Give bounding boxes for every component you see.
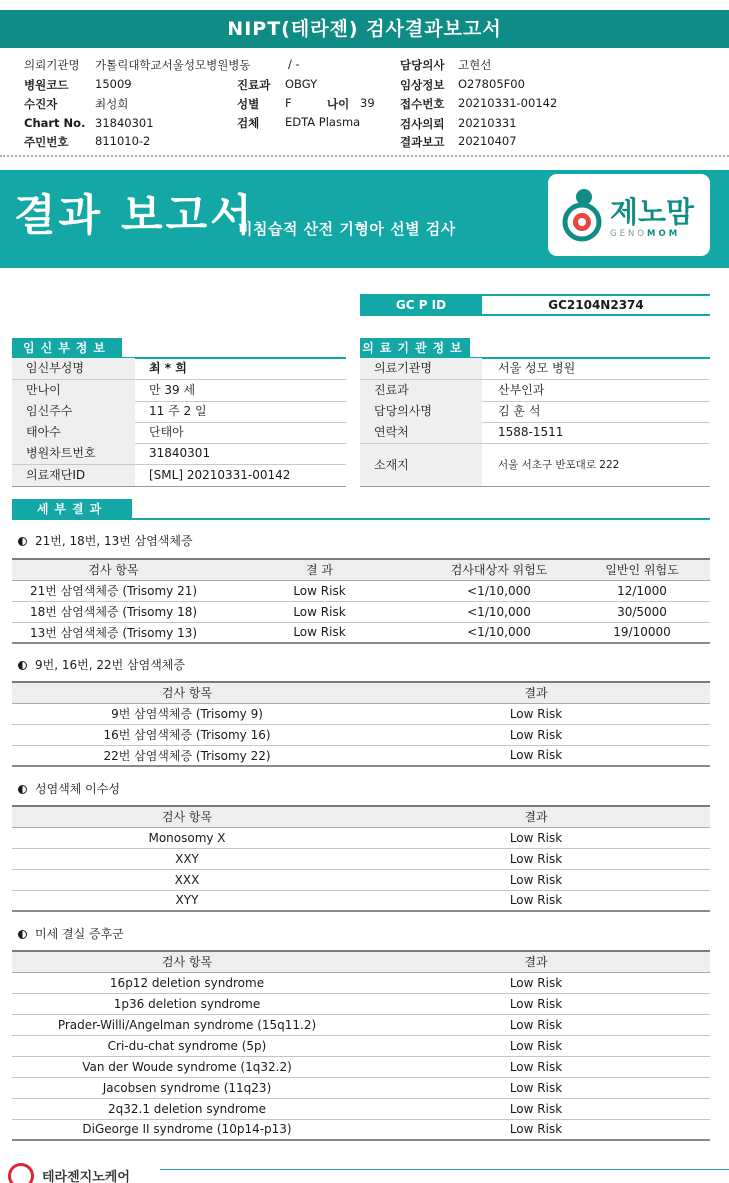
pregnant-value-fetus: 단태아	[149, 425, 184, 439]
pregnant-value-name: 최 * 희	[149, 361, 187, 375]
hospital-row-doctor	[360, 401, 710, 422]
pregnant-row-chart	[12, 443, 346, 464]
pregnant-row-weeks	[12, 401, 346, 422]
logo-english-geno: GENO	[610, 229, 648, 239]
header-collector-value: 최성희	[95, 97, 129, 111]
section4-cell: 16p12 deletion syndrome	[12, 972, 362, 993]
table-row	[12, 1077, 710, 1098]
header-report-date-value: 20210407	[458, 134, 517, 148]
table-row	[12, 1098, 710, 1119]
section4-cell: Low Risk	[362, 1014, 710, 1035]
section3-col-result: 결과	[362, 806, 710, 827]
section3-cell: Low Risk	[362, 848, 710, 869]
hospital-value-doctor: 김 훈 석	[498, 404, 541, 418]
section3-table	[12, 805, 710, 912]
table-row	[12, 1119, 710, 1140]
header-clinical-info-label: 임상정보	[400, 78, 445, 92]
hospital-row-name	[360, 358, 710, 379]
table-row	[12, 745, 710, 766]
table-row	[12, 1014, 710, 1035]
pregnant-value-foundation-id: [SML] 20210331-00142	[149, 468, 291, 482]
gc-pid-value: GC2104N2374	[482, 294, 710, 316]
result-banner	[0, 170, 729, 268]
section4-table	[12, 950, 710, 1141]
hospital-value-contact: 1588-1511	[498, 425, 564, 439]
header-institution-value: 가톨릭대학교서울성모병원병동	[95, 58, 251, 72]
pregnant-value-chart: 31840301	[149, 446, 211, 460]
logo-korean-text: 제노맘	[610, 195, 695, 229]
section2-cell: 16번 삼염색체증 (Trisomy 16)	[12, 724, 362, 745]
header-chart-no-label: Chart No.	[24, 116, 86, 130]
section1-cell: 18번 삼염색체증 (Trisomy 18)	[12, 601, 215, 622]
pregnant-value-age: 만 39 세	[149, 383, 196, 397]
section2-title-text: 9번, 16번, 22번 삼염색체증	[35, 658, 185, 672]
hospital-label-contact: 연락처	[360, 422, 482, 443]
pregnant-label-fetus: 태아수	[12, 422, 135, 443]
section4-cell: Low Risk	[362, 1119, 710, 1140]
section2-col-item: 검사 항목	[12, 682, 362, 703]
pregnant-label-foundation-id: 의료재단ID	[12, 465, 135, 486]
header-sex-label: 성별	[237, 97, 260, 111]
hospital-label-doctor: 담당의사명	[360, 401, 482, 422]
section4-title	[18, 925, 124, 942]
section4-cell: Low Risk	[362, 972, 710, 993]
section4-cell: Low Risk	[362, 993, 710, 1014]
header-age-value: 39	[360, 96, 375, 110]
header-doctor-label: 담당의사	[400, 58, 445, 72]
header-separator	[0, 155, 729, 157]
section2-cell: 22번 삼염색체증 (Trisomy 22)	[12, 745, 362, 766]
footer-company-name: 테라젠지노케어	[42, 1170, 130, 1183]
section4-cell: 1p36 deletion syndrome	[12, 993, 362, 1014]
section1-cell: <1/10,000	[424, 601, 574, 622]
section4-cell: Low Risk	[362, 1077, 710, 1098]
section1-cell: 21번 삼염색체증 (Trisomy 21)	[12, 580, 215, 601]
section4-cell: Cri-du-chat syndrome (5p)	[12, 1035, 362, 1056]
section1-cell: 30/5000	[574, 601, 710, 622]
header-resident-no-label: 주민번호	[24, 135, 69, 149]
section3-title	[18, 780, 120, 797]
table-row	[12, 827, 710, 848]
section1-cell: Low Risk	[215, 580, 424, 601]
header-age-label: 나이	[327, 97, 350, 111]
section3-col-item: 검사 항목	[12, 806, 362, 827]
table-row	[12, 622, 710, 643]
hospital-info-title: 의료기관정보	[360, 338, 470, 358]
footer-logo-icon	[8, 1163, 34, 1183]
header-clinical-info-value: O27805F00	[458, 77, 525, 91]
table-header-row	[12, 951, 710, 972]
genomom-mother-icon	[560, 186, 606, 242]
table-row	[12, 848, 710, 869]
section3-cell: Low Risk	[362, 827, 710, 848]
section1-cell: Low Risk	[215, 601, 424, 622]
table-row	[12, 703, 710, 724]
header-sex-value: F	[285, 96, 292, 110]
section4-cell: Low Risk	[362, 1098, 710, 1119]
header-ward-value: / -	[288, 57, 300, 71]
header-request-date-value: 20210331	[458, 116, 517, 130]
table-header-row	[12, 559, 710, 580]
section2-table	[12, 681, 710, 767]
section4-col-result: 결과	[362, 951, 710, 972]
header-receipt-no-value: 20210331-00142	[458, 96, 558, 110]
header-hospital-code-value: 15009	[95, 77, 132, 91]
header-collector-label: 수진자	[24, 97, 58, 111]
table-row	[12, 972, 710, 993]
half-circle-icon	[18, 930, 27, 939]
section1-cell: <1/10,000	[424, 580, 574, 601]
section1-col-item: 검사 항목	[12, 559, 215, 580]
section2-title	[18, 656, 185, 673]
hospital-value-address: 서울 서초구 반포대로 222	[498, 459, 620, 471]
pregnant-label-name: 임신부성명	[12, 358, 135, 379]
section2-cell: Low Risk	[362, 703, 710, 724]
pregnant-label-age: 만나이	[12, 380, 135, 401]
hospital-row-department	[360, 380, 710, 401]
pregnant-row-name	[12, 358, 346, 379]
section1-col-result: 결 과	[215, 559, 424, 580]
section2-cell: Low Risk	[362, 745, 710, 766]
header-receipt-no-label: 접수번호	[400, 97, 445, 111]
pregnant-row-foundation-id	[12, 465, 346, 486]
section3-cell: Low Risk	[362, 890, 710, 911]
table-row	[12, 869, 710, 890]
hospital-value-department: 산부인과	[498, 383, 545, 397]
half-circle-icon	[18, 661, 27, 670]
table-header-row	[12, 682, 710, 703]
genomom-logo	[548, 174, 710, 256]
section1-cell: 12/1000	[574, 580, 710, 601]
hospital-value-name: 서울 성모 병원	[498, 361, 576, 375]
pregnant-value-weeks: 11 주 2 일	[149, 404, 207, 418]
section3-cell: XXX	[12, 869, 362, 890]
hospital-label-department: 진료과	[360, 380, 482, 401]
section4-cell: 2q32.1 deletion syndrome	[12, 1098, 362, 1119]
half-circle-icon	[18, 537, 27, 546]
half-circle-icon	[18, 785, 27, 794]
table-row	[12, 1056, 710, 1077]
section1-col-general-risk: 일반인 위험도	[574, 559, 710, 580]
pregnant-info-title: 임신부정보	[12, 338, 122, 358]
header-department-value: OBGY	[285, 77, 318, 91]
section2-cell: Low Risk	[362, 724, 710, 745]
table-row	[12, 601, 710, 622]
section4-cell: Low Risk	[362, 1035, 710, 1056]
report-title: NIPT(테라젠) 검사결과보고서	[0, 10, 729, 48]
header-doctor-value: 고현선	[458, 58, 492, 72]
pregnant-label-chart: 병원차트번호	[12, 443, 135, 464]
gc-pid-label: GC P ID	[360, 294, 482, 316]
section1-title	[18, 532, 193, 549]
pregnant-row-age	[12, 380, 346, 401]
section4-cell: Van der Woude syndrome (1q32.2)	[12, 1056, 362, 1077]
section3-cell: XXY	[12, 848, 362, 869]
hospital-label-name: 의료기관명	[360, 358, 482, 379]
section4-cell: Low Risk	[362, 1056, 710, 1077]
logo-english-mom: MOM	[647, 229, 681, 239]
logo-english-text	[610, 229, 680, 239]
section4-col-item: 검사 항목	[12, 951, 362, 972]
header-specimen-value: EDTA Plasma	[285, 115, 361, 129]
banner-title: 결과 보고서	[14, 191, 255, 241]
pregnant-row-fetus	[12, 422, 346, 443]
table-row	[12, 890, 710, 911]
section1-cell: Low Risk	[215, 622, 424, 643]
header-hospital-code-label: 병원코드	[24, 78, 69, 92]
section1-col-subject-risk: 검사대상자 위험도	[424, 559, 574, 580]
section4-cell: Jacobsen syndrome (11q23)	[12, 1077, 362, 1098]
hospital-row-contact	[360, 422, 710, 443]
header-institution-label: 의뢰기관명	[24, 58, 80, 72]
detail-results-underline	[12, 518, 710, 520]
table-row	[12, 993, 710, 1014]
row-divider	[12, 486, 346, 487]
section1-cell: 13번 삼염색체증 (Trisomy 13)	[12, 622, 215, 643]
pregnant-label-weeks: 임신주수	[12, 401, 135, 422]
section3-cell: XYY	[12, 890, 362, 911]
section2-cell: 9번 삼염색체증 (Trisomy 9)	[12, 703, 362, 724]
table-row	[12, 580, 710, 601]
section3-cell: Low Risk	[362, 869, 710, 890]
section4-cell: Prader-Willi/Angelman syndrome (15q11.2)	[12, 1014, 362, 1035]
header-report-date-label: 결과보고	[400, 135, 445, 149]
hospital-label-address: 소재지	[360, 444, 482, 486]
section3-cell: Monosomy X	[12, 827, 362, 848]
section3-title-text: 성염색체 이수성	[35, 782, 120, 796]
section1-cell: 19/10000	[574, 622, 710, 643]
table-header-row	[12, 806, 710, 827]
footer-line	[160, 1169, 729, 1170]
header-specimen-label: 검체	[237, 116, 260, 130]
section4-cell: DiGeorge II syndrome (10p14-p13)	[12, 1119, 362, 1140]
section1-table	[12, 558, 710, 644]
section4-title-text: 미세 결실 증후군	[35, 927, 124, 941]
detail-results-title: 세부결과	[12, 499, 132, 519]
header-request-date-label: 검사의뢰	[400, 117, 445, 131]
section1-cell: <1/10,000	[424, 622, 574, 643]
row-divider	[360, 486, 710, 487]
section1-title-text: 21번, 18번, 13번 삼염색체증	[35, 534, 193, 548]
header-resident-no-value: 811010-2	[95, 134, 151, 148]
section2-col-result: 결과	[362, 682, 710, 703]
header-department-label: 진료과	[237, 78, 271, 92]
header-chart-no-value: 31840301	[95, 116, 154, 130]
table-row	[12, 1035, 710, 1056]
table-row	[12, 724, 710, 745]
hospital-row-address	[360, 444, 710, 486]
banner-subtitle: 비침습적 산전 기형아 선별 검사	[238, 220, 456, 238]
